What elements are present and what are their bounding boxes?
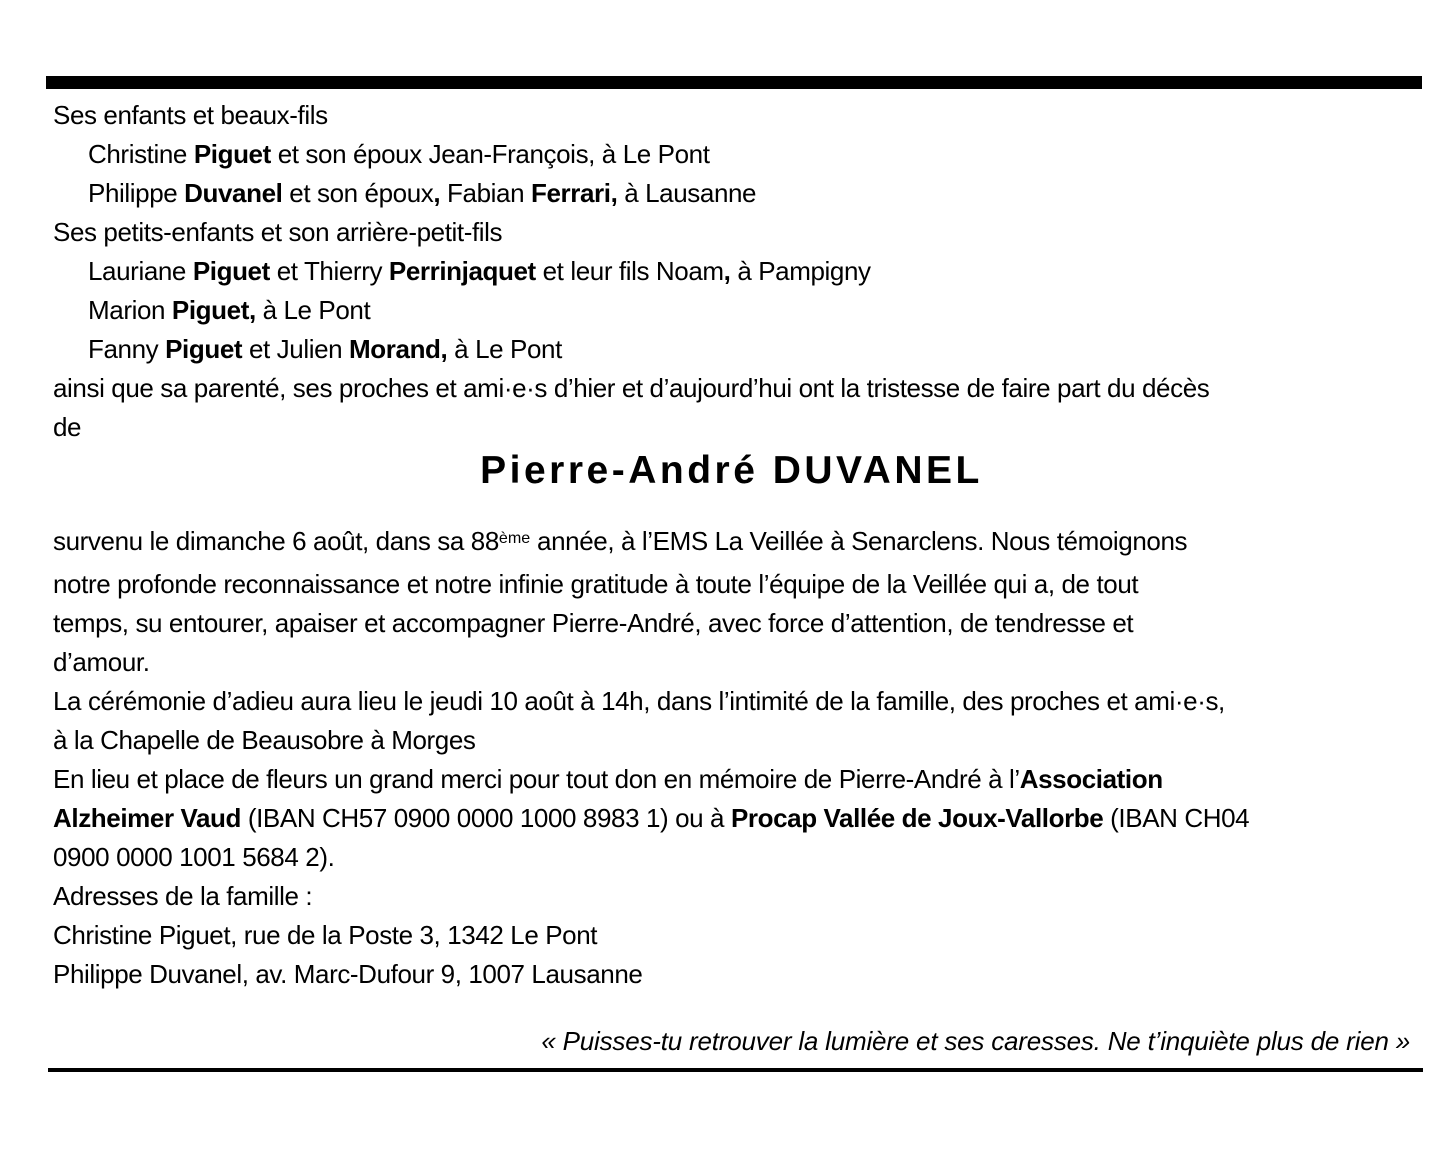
family-lines-block [53,96,1410,447]
text-segment: Procap Vallée de Joux-Vallorbe [730,803,1104,833]
text-segment: à la Chapelle de Beausobre à Morges [53,725,476,755]
notice-body [53,96,1410,1061]
text-segment: et son époux [282,178,434,208]
text-segment: Perrinjaquet [388,256,536,286]
text-segment: Adresses de la famille : [53,881,313,911]
text-line [53,838,1410,877]
text-segment: d’amour. [53,647,150,677]
text-segment: Philippe [88,178,185,208]
text-segment: Alzheimer Vaud [53,803,242,833]
text-line [53,604,1410,643]
text-segment: , [433,178,441,208]
text-segment: notre profonde reconnaissance et notre infinie gratitude à toute l’équipe de la Veillée qui a, de tout [53,569,1139,599]
text-line [53,408,1410,447]
text-line [53,760,1410,799]
text-line [53,877,1410,916]
text-line [53,643,1410,682]
text-line [53,522,1410,565]
text-segment: à Le Pont [447,334,562,364]
text-segment: 0900 0000 1001 5684 2). [53,842,335,872]
bottom-divider-line [48,1068,1423,1072]
text-segment: année, à l’EMS La Veillée à Senarclens. Nous témoignons [530,526,1188,556]
text-segment: à Le Pont [255,295,371,325]
text-segment: Christine [88,139,194,169]
text-segment: à Pampigny [730,256,871,286]
text-line [53,213,1410,252]
text-segment: Association [1019,764,1163,794]
text-segment: , [723,256,731,286]
text-segment: (IBAN CH57 0900 0000 1000 8983 1) ou à [241,803,731,833]
text-line [53,369,1410,408]
text-line [53,916,1410,955]
text-line [53,291,1410,330]
text-segment: (IBAN CH04 [1103,803,1250,833]
text-segment: Marion [88,295,172,325]
text-segment: temps, su entourer, apaiser et accompagner Pierre-André, avec force d’attention, de tendresse et [53,608,1134,638]
text-segment: et son époux Jean-François, à Le Pont [270,139,710,169]
text-segment: En lieu et place de fleurs un grand merci pour tout don en mémoire de Pierre-André à l’ [53,764,1020,794]
text-line [53,799,1410,838]
text-line [53,330,1410,369]
text-segment: ainsi que sa parenté, ses proches et ami·e·s d’hier et d’aujourd’hui ont la tristesse de faire part du décès [53,373,1210,403]
text-segment: Ses enfants et beaux-fils [53,100,328,130]
text-segment: Morand, [349,334,448,364]
text-segment: Piguet, [171,295,256,325]
text-line [53,565,1410,604]
top-divider-bar [46,76,1422,89]
text-line [53,721,1410,760]
text-line [53,96,1410,135]
text-segment: et Thierry [269,256,389,286]
text-segment: survenu le dimanche 6 août, dans sa 88 [53,526,499,556]
text-segment: Duvanel [184,178,283,208]
text-line [53,174,1410,213]
text-segment: Ferrari, [530,178,618,208]
text-segment: de [53,412,82,442]
text-segment: et Julien [242,334,350,364]
text-segment: Fabian [440,178,531,208]
notice-text-block [53,522,1410,994]
text-segment: à Lausanne [617,178,757,208]
text-segment: Piguet [193,139,271,169]
text-segment: Fanny [88,334,166,364]
text-line [53,252,1410,291]
text-line [53,135,1410,174]
text-segment: Piguet [192,256,270,286]
text-segment: Piguet [165,334,243,364]
text-segment: Philippe Duvanel, av. Marc-Dufour 9, 1007 Lausanne [53,959,643,989]
text-segment: ème [498,528,531,547]
text-segment: Christine Piguet, rue de la Poste 3, 1342 Le Pont [53,920,598,950]
text-line [53,955,1410,994]
farewell-quote: « Puisses-tu retrouver la lumière et ses caresses. Ne t’inquiète plus de rien » [541,1026,1410,1056]
text-segment: Lauriane [88,256,193,286]
text-segment: et leur fils Noam [535,256,724,286]
deceased-name-title: Pierre-André DUVANEL [480,449,983,492]
text-segment: La cérémonie d’adieu aura lieu le jeudi 10 août à 14h, dans l’intimité de la famille, des proches et ami·e·s, [53,686,1225,716]
text-segment: Ses petits-enfants et son arrière-petit-fils [53,217,503,247]
text-line [53,682,1410,721]
